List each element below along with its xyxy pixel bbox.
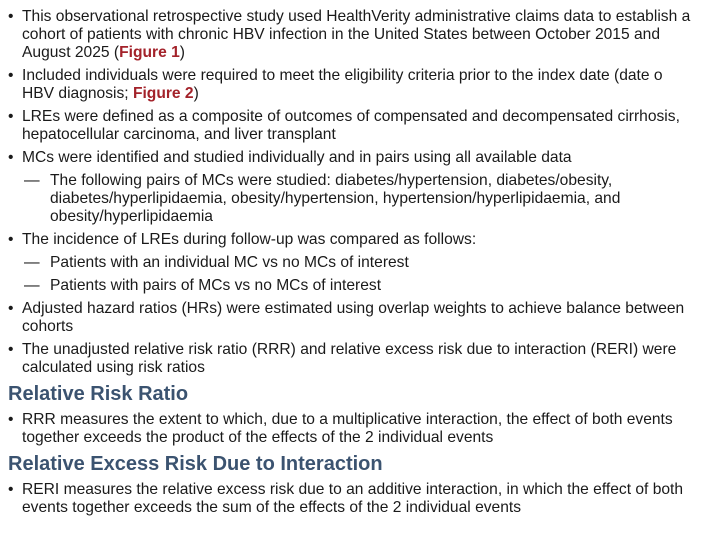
bullet-text-end: ) [179, 44, 185, 61]
list-item [8, 108, 708, 144]
bullet-text-end: ) [193, 85, 199, 102]
bullet-icon: • [8, 300, 14, 317]
sub-bullet-text: Patients with an individual MC vs no MCs of interest [50, 254, 409, 271]
bullet-icon: • [8, 231, 14, 248]
reri-heading: Relative Excess Risk Due to Interaction [8, 453, 383, 475]
sub-bullet-text: Patients with pairs of MCs vs no MCs of interest [50, 277, 382, 294]
bullet-icon: • [8, 149, 14, 166]
list-item [8, 481, 708, 517]
dash-icon: — [24, 277, 40, 294]
rrr-list [8, 411, 708, 447]
bullet-text: RRR measures the extent to which, due to a multiplicative interaction, the effect of both events together exceeds the product of the effects of the 2 individual events [22, 411, 673, 446]
bullet-icon: • [8, 8, 14, 25]
list-item [8, 411, 708, 447]
figure-2-link[interactable]: Figure 2 [132, 85, 194, 102]
bullet-icon: • [8, 411, 14, 428]
bullet-text: The incidence of LREs during follow-up was compared as follows: [22, 231, 477, 248]
rrr-heading: Relative Risk Ratio [8, 383, 189, 405]
list-item [8, 231, 708, 249]
reri-list [8, 481, 708, 517]
sub-list-item [8, 254, 708, 272]
content [8, 8, 708, 522]
bullet-icon: • [8, 67, 14, 84]
bullet-text: This observational retrospective study used HealthVerity administrative claims data to establish a cohort of patients with chronic HBV infection in the United States between October 2015 and August 2025 ( [22, 8, 691, 61]
methods-list [8, 8, 708, 377]
bullet-text: The unadjusted relative risk ratio (RRR) and relative excess risk due to interaction (RERI) were calculated using risk ratios [22, 341, 677, 376]
bullet-icon: • [8, 341, 14, 358]
bullet-icon: • [8, 108, 14, 125]
list-item [8, 67, 708, 103]
bullet-text: MCs were identified and studied individually and in pairs using all available data [22, 149, 572, 166]
bullet-text: HBV diagnosis; [22, 85, 133, 102]
sub-list-item [8, 172, 708, 226]
bullet-text: Adjusted hazard ratios (HRs) were estimated using overlap weights to achieve balance between cohorts [22, 300, 685, 335]
bullet-text-line1: Included individuals were required to meet the eligibility criteria prior to the index date (date o [22, 67, 663, 84]
list-item [8, 341, 708, 377]
figure-1-link[interactable]: Figure 1 [119, 44, 180, 61]
dash-icon: — [24, 254, 40, 271]
dash-icon: — [24, 172, 40, 189]
list-item [8, 300, 708, 336]
sub-bullet-text: The following pairs of MCs were studied: diabetes/hypertension, diabetes/obesity, diabetes/hyperlipidaemia, obesity/hypertension, hypertension/hyperlipidaemia, and obesity/hyperlipidaemia [50, 172, 621, 225]
sub-list-item [8, 277, 708, 295]
bullet-text: LREs were defined as a composite of outcomes of compensated and decompensated cirrhosis, hepatocellular carcinoma, and liver transplant [22, 108, 680, 143]
bullet-text: RERI measures the relative excess risk due to an additive interaction, in which the effect of both events together exceeds the sum of the effects of the 2 individual events [22, 481, 684, 516]
bullet-icon: • [8, 481, 14, 498]
list-item [8, 8, 708, 62]
list-item [8, 149, 708, 167]
